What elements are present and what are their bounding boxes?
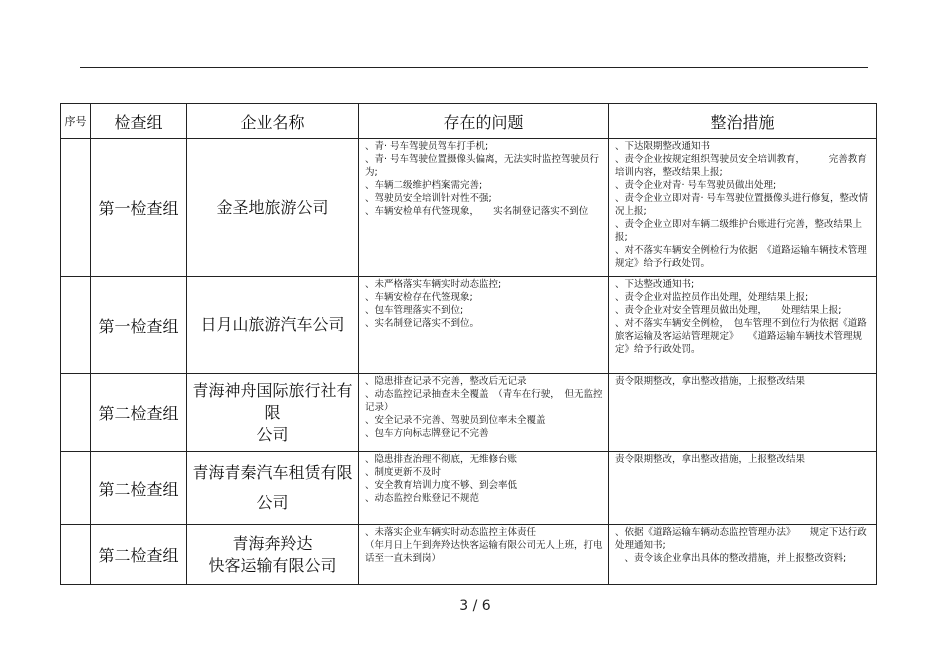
company-name-line: 公司 <box>256 493 289 512</box>
company-cell <box>187 374 359 452</box>
problem-item: 、实名制登记落实不到位。 <box>365 318 480 329</box>
problem-item: 、制度更新不及时 <box>365 467 442 478</box>
group-cell: 第二检查组 <box>91 374 187 452</box>
page-number: 3 / 6 <box>459 598 491 614</box>
measure-item: 、依据《道路运输车辆动态监控管理办法》 规定下达行政处理通知书; <box>615 527 867 551</box>
table-row <box>61 277 877 374</box>
problem-item: 、青· 号车驾驶员驾车打手机; <box>365 141 489 152</box>
company-cell <box>187 452 359 525</box>
problem-item: 、安全记录不完善、驾驶员到位率未全覆盖 <box>365 415 546 426</box>
table-row <box>61 452 877 525</box>
problem-item: 、安全教育培训力度不够、到会率低 <box>365 480 518 491</box>
measures-cell <box>609 525 877 585</box>
group-cell: 第一检查组 <box>91 277 187 374</box>
header-rule <box>80 67 868 68</box>
table-row <box>61 525 877 585</box>
group-cell: 第二检查组 <box>91 525 187 585</box>
seq-cell <box>61 139 91 277</box>
measure-item: 、责令企业立即对车辆二级维护台账进行完善，整改结果上报; <box>615 219 863 243</box>
seq-cell <box>61 525 91 585</box>
problems-cell <box>359 139 609 277</box>
problem-item: 、车辆安检单有代签现象， 实名制登记落实不到位 <box>365 206 589 217</box>
measure-item: 责令限期整改，拿出整改措施，上报整改结果 <box>615 454 806 465</box>
header-group: 检查组 <box>91 104 187 139</box>
header-measures: 整治措施 <box>609 104 877 139</box>
measure-item: 、责令企业对安全管理员做出处理， 处理结果上报; <box>615 305 842 316</box>
header-company: 企业名称 <box>187 104 359 139</box>
header-problems: 存在的问题 <box>359 104 609 139</box>
measure-item: 、责令企业对监控员作出处理，处理结果上报; <box>615 292 809 303</box>
measure-item: 、责令企业按规定组织驾驶员安全培训教育， 完善教育培训内容，整改结果上报; <box>615 154 867 178</box>
problems-cell <box>359 452 609 525</box>
measure-item: 、责令该企业拿出具体的整改措施，并上报整改资料; <box>615 553 847 564</box>
measure-item: 、下达限期整改通知书 <box>615 141 711 152</box>
measures-cell <box>609 277 877 374</box>
problems-cell <box>359 525 609 585</box>
table-row <box>61 374 877 452</box>
problem-item: 、隐患排查记录不完善，整改后无记录 <box>365 376 527 387</box>
measures-cell <box>609 452 877 525</box>
measure-item: 、下达整改通知书; <box>615 279 695 290</box>
problem-item: 、车辆二级维护档案需完善; <box>365 180 483 191</box>
company-name-line: 快客运输有限公司 <box>208 555 337 575</box>
measure-item: 责令限期整改，拿出整改措施，上报整改结果 <box>615 376 806 387</box>
company-cell <box>187 277 359 374</box>
company-name: 金圣地旅游公司 <box>216 197 329 217</box>
company-cell <box>187 139 359 277</box>
problems-cell <box>359 277 609 374</box>
company-name-line: 青海神舟国际旅行社有限 <box>192 380 353 422</box>
measure-item: 、责令企业对青· 号车驾驶员做出处理; <box>615 180 777 191</box>
problems-cell <box>359 374 609 452</box>
problem-item: 、青· 号车驾驶位置摄像头偏离，无法实时监控驾驶员行为; <box>365 154 600 178</box>
measures-cell <box>609 374 877 452</box>
seq-cell <box>61 374 91 452</box>
measures-cell <box>609 139 877 277</box>
problem-item: 、车辆安检存在代签现象; <box>365 292 473 303</box>
problem-item: （年月日上午到奔羚达快客运输有限公司无人上班，打电话至一直未到岗） <box>365 540 603 564</box>
company-name-line: 公司 <box>256 424 289 444</box>
measure-item: 、责令企业立即对青· 号车驾驶位置摄像头进行修复，整改情况上报; <box>615 193 869 217</box>
company-name: 日月山旅游汽车公司 <box>200 315 345 334</box>
measure-item: 、对不落实车辆安全例检， 包车管理不到位行为依据《道路旅客运输及客运站管理规定》 《道路运输车辆技术管理规定》给予行政处罚。 <box>615 318 867 355</box>
measure-item: 、对不落实车辆安全例检行为依据 《道路运输车辆技术管理规定》给予行政处罚。 <box>615 245 867 269</box>
company-cell <box>187 525 359 585</box>
problem-item: 、驾驶员安全培训针对性不强; <box>365 193 492 204</box>
problem-item: 、包车方向标志牌登记不完善 <box>365 428 489 439</box>
problem-item: 、未严格落实车辆实时动态监控; <box>365 279 502 290</box>
problem-item: 、动态监控记录抽查未全覆盖 （青车在行驶， 但无监控记录） <box>365 389 603 413</box>
problem-item: 、包车管理落实不到位; <box>365 305 464 316</box>
table-header-row <box>61 104 877 139</box>
seq-cell <box>61 452 91 525</box>
header-seq: 序号 <box>61 104 91 139</box>
inspection-table <box>60 103 877 585</box>
problem-item: 、隐患排查治理不彻底，无维修台账 <box>365 454 518 465</box>
company-name-line: 青海青秦汽车租赁有限 <box>192 463 353 482</box>
problem-item: 、动态监控台账登记不规范 <box>365 493 480 504</box>
group-cell: 第二检查组 <box>91 452 187 525</box>
company-name-line: 青海奔羚达 <box>232 533 313 553</box>
group-cell: 第一检查组 <box>91 139 187 277</box>
problem-item: 、未落实企业车辆实时动态监控主体责任 <box>365 527 537 538</box>
seq-cell <box>61 277 91 374</box>
table-row <box>61 139 877 277</box>
